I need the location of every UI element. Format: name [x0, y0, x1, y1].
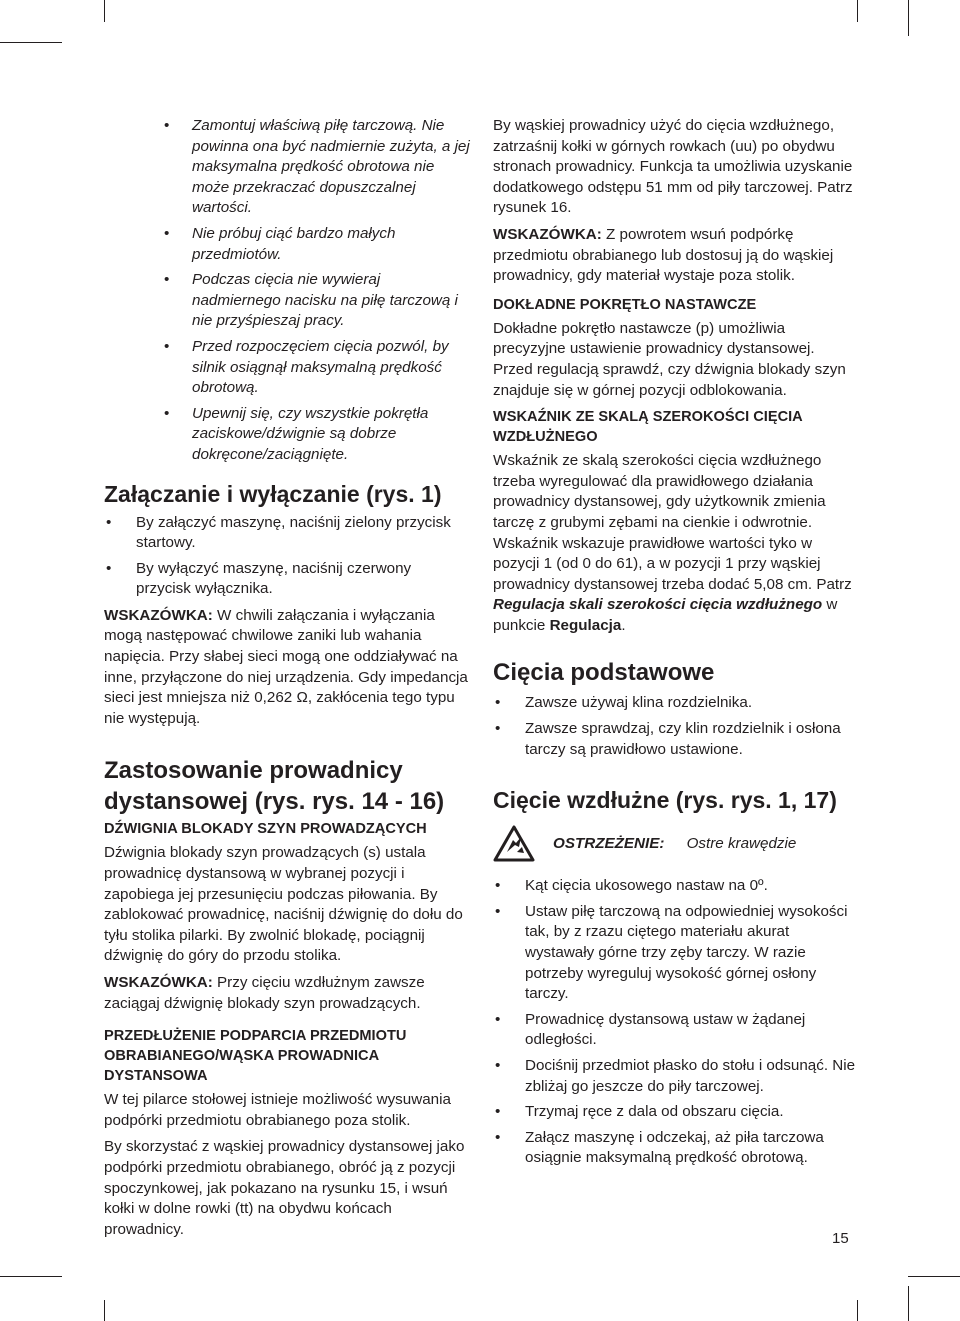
- list-item: • Zawsze sprawdzaj, czy klin rozdzielnik i osłona tarczy są prawidłowo ustawione.: [525, 719, 857, 760]
- crop-mark: [104, 1300, 105, 1321]
- scale-subheading: WSKAŹNIK ZE SKALĄ SZEROKOŚCI CIĘCIA WZDŁUŻNEGO: [493, 409, 803, 446]
- scale-ref: Regulacja: [549, 616, 622, 634]
- crop-mark: [0, 1276, 62, 1277]
- scale-text: Wskaźnik ze skalą szerokości cięcia wzdłużnego trzeba wyregulować dla prawidłowego działania prowadnicy dystansowej, gdy użytkownik zmienia tarczę z grubymi zębami na cienkie i odwrotnie. Wskaźnik wskazuje prawidłowe wartości tyko w pozycji 1 (od 0 do 61), a w pozycji 1 przy wąskiej prowadnicy dystansowej trzeba dodać 5,08 cm. Patrz Regulacja skali szerokości cięcia wzdłużnego w punkcie Regulacja.: [493, 452, 852, 634]
- narrow-fence-note: [493, 225, 857, 287]
- list-item: • Ustaw piłę tarczową na odpowiedniej wysokości tak, by z rzazu ciętego materiału akurat wystawały górne trzy zęby tarczy. W razie potrzeby wyreguluj wysokość górnej osłony tarczy.: [525, 902, 857, 1005]
- list-item: • Przed rozpoczęciem cięcia pozwól, by silnik osiągnął maksymalną prędkość obrotową.: [192, 337, 470, 399]
- list-item: • Załącz maszynę i odczekaj, aż piła tarczowa osiągnie maksymalną prędkość obrotową.: [525, 1128, 857, 1169]
- list-item: • Podczas cięcia nie wywieraj nadmiernego nacisku na piłę tarczową i nie przyśpieszaj pracy.: [192, 270, 470, 332]
- list-item: • By wyłączyć maszynę, naciśnij czerwony przycisk wyłącznika.: [136, 559, 470, 600]
- crop-mark: [908, 1286, 909, 1321]
- basic-cuts-bullet-list: [525, 693, 857, 760]
- fine-adjust-text: Dokładne pokrętło nastawcze (p) umożliwia precyzyjne ustawienie prowadnicy dystansowej. Przed regulacją sprawdź, czy dźwignia blokady szyn znajduje się w górnej pozycji odblokowania.: [493, 319, 846, 399]
- list-item: • Upewnij się, czy wszystkie pokrętła zaciskowe/dźwignie są dobrze dokręcone/zaciągnięte.: [192, 404, 470, 466]
- safety-bullet-list: [192, 116, 470, 466]
- note-label: WSKAZÓWKA:: [493, 225, 602, 243]
- lock-text: Dźwignia blokady szyn prowadzących (s) ustala prowadnicę dystansową w wybranej pozycji i zapobiega jej przesunięciu podczas piłowania. By zablokować prowadnicę, naciśnij dźwignię do dołu do tyłu stolika pilarki. By zwolnić blokadę, pociągnij dźwignię do góry do przodu stolika.: [104, 844, 463, 965]
- list-item: • Kąt cięcia ukosowego nastaw na 0º.: [525, 876, 857, 897]
- list-item: • By załączyć maszynę, naciśnij zielony przycisk startowy.: [136, 513, 470, 554]
- scale-link: Regulacja skali szerokości cięcia wzdłużnego: [493, 596, 823, 614]
- extension-subheading: PRZEDŁUŻENIE PODPARCIA PRZEDMIOTU OBRABIANEGO/WĄSKA PROWADNICA DYSTANSOWA: [104, 1028, 407, 1085]
- crop-mark: [0, 42, 62, 43]
- rip-cut-heading: Cięcie wzdłużne (rys. rys. 1, 17): [493, 787, 837, 814]
- switching-bullet-list: [136, 513, 470, 600]
- crop-mark: [104, 0, 105, 22]
- note-label: WSKAZÓWKA:: [104, 974, 213, 991]
- extension-text-2: By skorzystać z wąskiej prowadnicy dystansowej jako podpórki przedmiotu obrabianego, obróć ją z pozycji spoczynkowej, jak pokazano na rysunku 15, i wsuń kołki w dolne rowki (tt) na obydwu końcach prowadnicy.: [104, 1138, 465, 1238]
- rip-cut-bullet-list: [525, 876, 857, 1169]
- basic-cuts-heading: Cięcia podstawowe: [493, 659, 715, 687]
- page-number: 15: [832, 1230, 849, 1247]
- list-item: • Zamontuj właściwą piłę tarczową. Nie powinna ona być nadmiernie zużyta, a jej maksymalna prędkość obrotowa nie może przekraczać dopuszczalnej wartości.: [192, 116, 470, 219]
- narrow-fence-text: By wąskiej prowadnicy użyć do cięcia wzdłużnego, zatrzaśnij kołki w górnych rowkach (uu) po obydwu stronach prowadnicy. Funkcja ta umożliwia uzyskanie dodatkowego odstępu 51 mm od piły tarczowej. Patrz rysunek 16.: [493, 117, 853, 217]
- crop-mark: [857, 0, 858, 22]
- extension-text-1: W tej pilarce stołowej istnieje możliwość wysuwania podpórki przedmiotu obrabianego poza stolik.: [104, 1091, 451, 1129]
- note-text: W chwili załączania i wyłączania mogą następować chwilowe zaniki lub wahania napięcia. Przy słabej sieci mogą one oddziaływać na inne, przyłączone do niej urządzenia. Gdy impedancja sieci jest mniejsza niż 0,262 Ω, zakłócenia tego typu nie występują.: [104, 606, 468, 727]
- crop-mark: [857, 1300, 858, 1321]
- note-label: WSKAZÓWKA:: [104, 606, 213, 624]
- warning-box: [493, 825, 857, 862]
- lock-note: [104, 973, 470, 1014]
- list-item: • Zawsze używaj klina rozdzielnika.: [525, 693, 857, 714]
- lock-subheading: DŹWIGNIA BLOKADY SZYN PROWADZĄCYCH: [104, 821, 427, 838]
- list-item: • Nie próbuj ciąć bardzo małych przedmiotów.: [192, 224, 470, 265]
- crop-mark: [908, 0, 909, 36]
- warning-text: OSTRZEŻENIE: Ostre krawędzie: [553, 835, 797, 853]
- list-item: • Dociśnij przedmiot płasko do stołu i odsunąć. Nie zbliżaj go jeszcze do piły tarczowej.: [525, 1056, 857, 1097]
- warning-label: OSTRZEŻENIE:: [553, 835, 665, 853]
- note-text: Przy cięciu wzdłużnym zawsze zaciągaj dźwignię blokady szyn prowadzących.: [104, 974, 425, 1012]
- crop-mark: [908, 1276, 960, 1277]
- left-column: [104, 116, 470, 1246]
- warning-triangle-icon: [493, 825, 535, 862]
- fence-heading: Zastosowanie prowadnicy dystansowej (rys. rys. 14 - 16): [104, 757, 445, 816]
- switching-heading: Załączanie i wyłączanie (rys. 1): [104, 480, 442, 507]
- list-item: • Trzymaj ręce z dala od obszaru cięcia.: [525, 1102, 857, 1123]
- fine-adjust-subheading: DOKŁADNE POKRĘTŁO NASTAWCZE: [493, 296, 757, 313]
- list-item: • Prowadnicę dystansową ustaw w żądanej odległości.: [525, 1010, 857, 1051]
- note-text: Z powrotem wsuń podpórkę przedmiotu obrabianego lub dostosuj ją do wąskiej prowadnicy, gdy materiał wystaje poza stolik.: [493, 225, 834, 285]
- switching-note: [104, 606, 470, 730]
- right-column: [493, 116, 857, 1175]
